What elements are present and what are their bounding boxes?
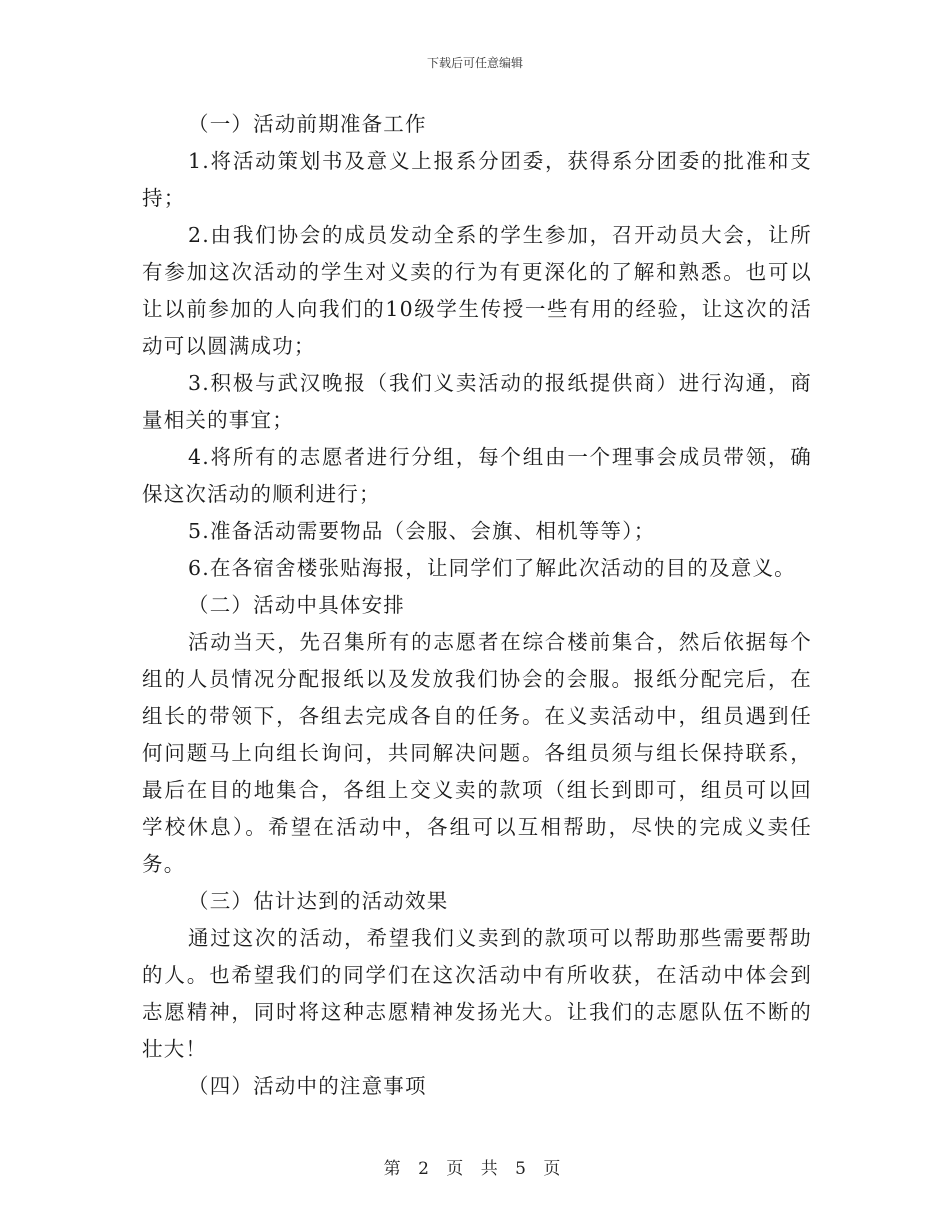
paragraph-line: 最后在目的地集合，各组上交义卖的款项（组长到即可，组员可以回: [142, 778, 812, 802]
paragraph-line: 学校休息）。希望在活动中，各组可以互相帮助，尽快的完成义卖任: [142, 815, 812, 839]
paragraph-line: 保这次活动的顺利进行；: [142, 482, 381, 506]
paragraph-line: 5.准备活动需要物品（会服、会旗、相机等等）；: [188, 519, 656, 543]
section-heading: （四）活动中的注意事项: [188, 1074, 427, 1098]
paragraph-line: 何问题马上向组长询问，共同解决问题。各组员须与组长保持联系，: [142, 741, 812, 765]
paragraph-line: 6.在各宿舍楼张贴海报，让同学们了解此次活动的目的及意义。: [188, 556, 796, 580]
paragraph-line: 壮大！: [142, 1037, 208, 1061]
page-number-footer: 第 2 页 共 5 页: [383, 1159, 567, 1179]
paragraph-line: 志愿精神，同时将这种志愿精神发扬光大。让我们的志愿队伍不断的: [142, 1000, 812, 1024]
paragraph-line: 动可以圆满成功；: [142, 334, 316, 358]
paragraph-line: 活动当天，先召集所有的志愿者在综合楼前集合，然后依据每个: [188, 630, 812, 654]
paragraph-line: 量相关的事宜；: [142, 408, 294, 432]
paragraph-line: 有参加这次活动的学生对义卖的行为有更深化的了解和熟悉。也可以: [142, 260, 812, 284]
paragraph-line: 组长的带领下，各组去完成各自的任务。在义卖活动中，组员遇到任: [142, 704, 812, 728]
paragraph-line: 3.积极与武汉晚报（我们义卖活动的报纸提供商）进行沟通，商: [188, 371, 812, 395]
paragraph-line: 让以前参加的人向我们的10级学生传授一些有用的经验，让这次的活: [142, 297, 812, 321]
paragraph-line: 的人。也希望我们的同学们在这次活动中有所收获，在活动中体会到: [142, 963, 812, 987]
paragraph-line: 2.由我们协会的成员发动全系的学生参加，召开动员大会，让所: [188, 223, 812, 247]
paragraph-line: 组的人员情况分配报纸以及发放我们协会的会服。报纸分配完后，在: [142, 667, 812, 691]
paragraph-line: 持；: [142, 186, 186, 210]
paragraph-line: 务。: [142, 852, 186, 876]
paragraph-line: 1.将活动策划书及意义上报系分团委，获得系分团委的批准和支: [188, 149, 812, 173]
section-heading: （二）活动中具体安排: [188, 593, 405, 617]
document-body: [142, 106, 812, 1105]
section-heading: （三）估计达到的活动效果: [188, 889, 449, 913]
paragraph-line: 通过这次的活动，希望我们义卖到的款项可以帮助那些需要帮助: [188, 926, 812, 950]
section-heading: （一）活动前期准备工作: [188, 112, 427, 136]
paragraph-line: 4.将所有的志愿者进行分组，每个组由一个理事会成员带领，确: [188, 445, 812, 469]
page-header: 下载后可任意编辑: [426, 56, 523, 70]
